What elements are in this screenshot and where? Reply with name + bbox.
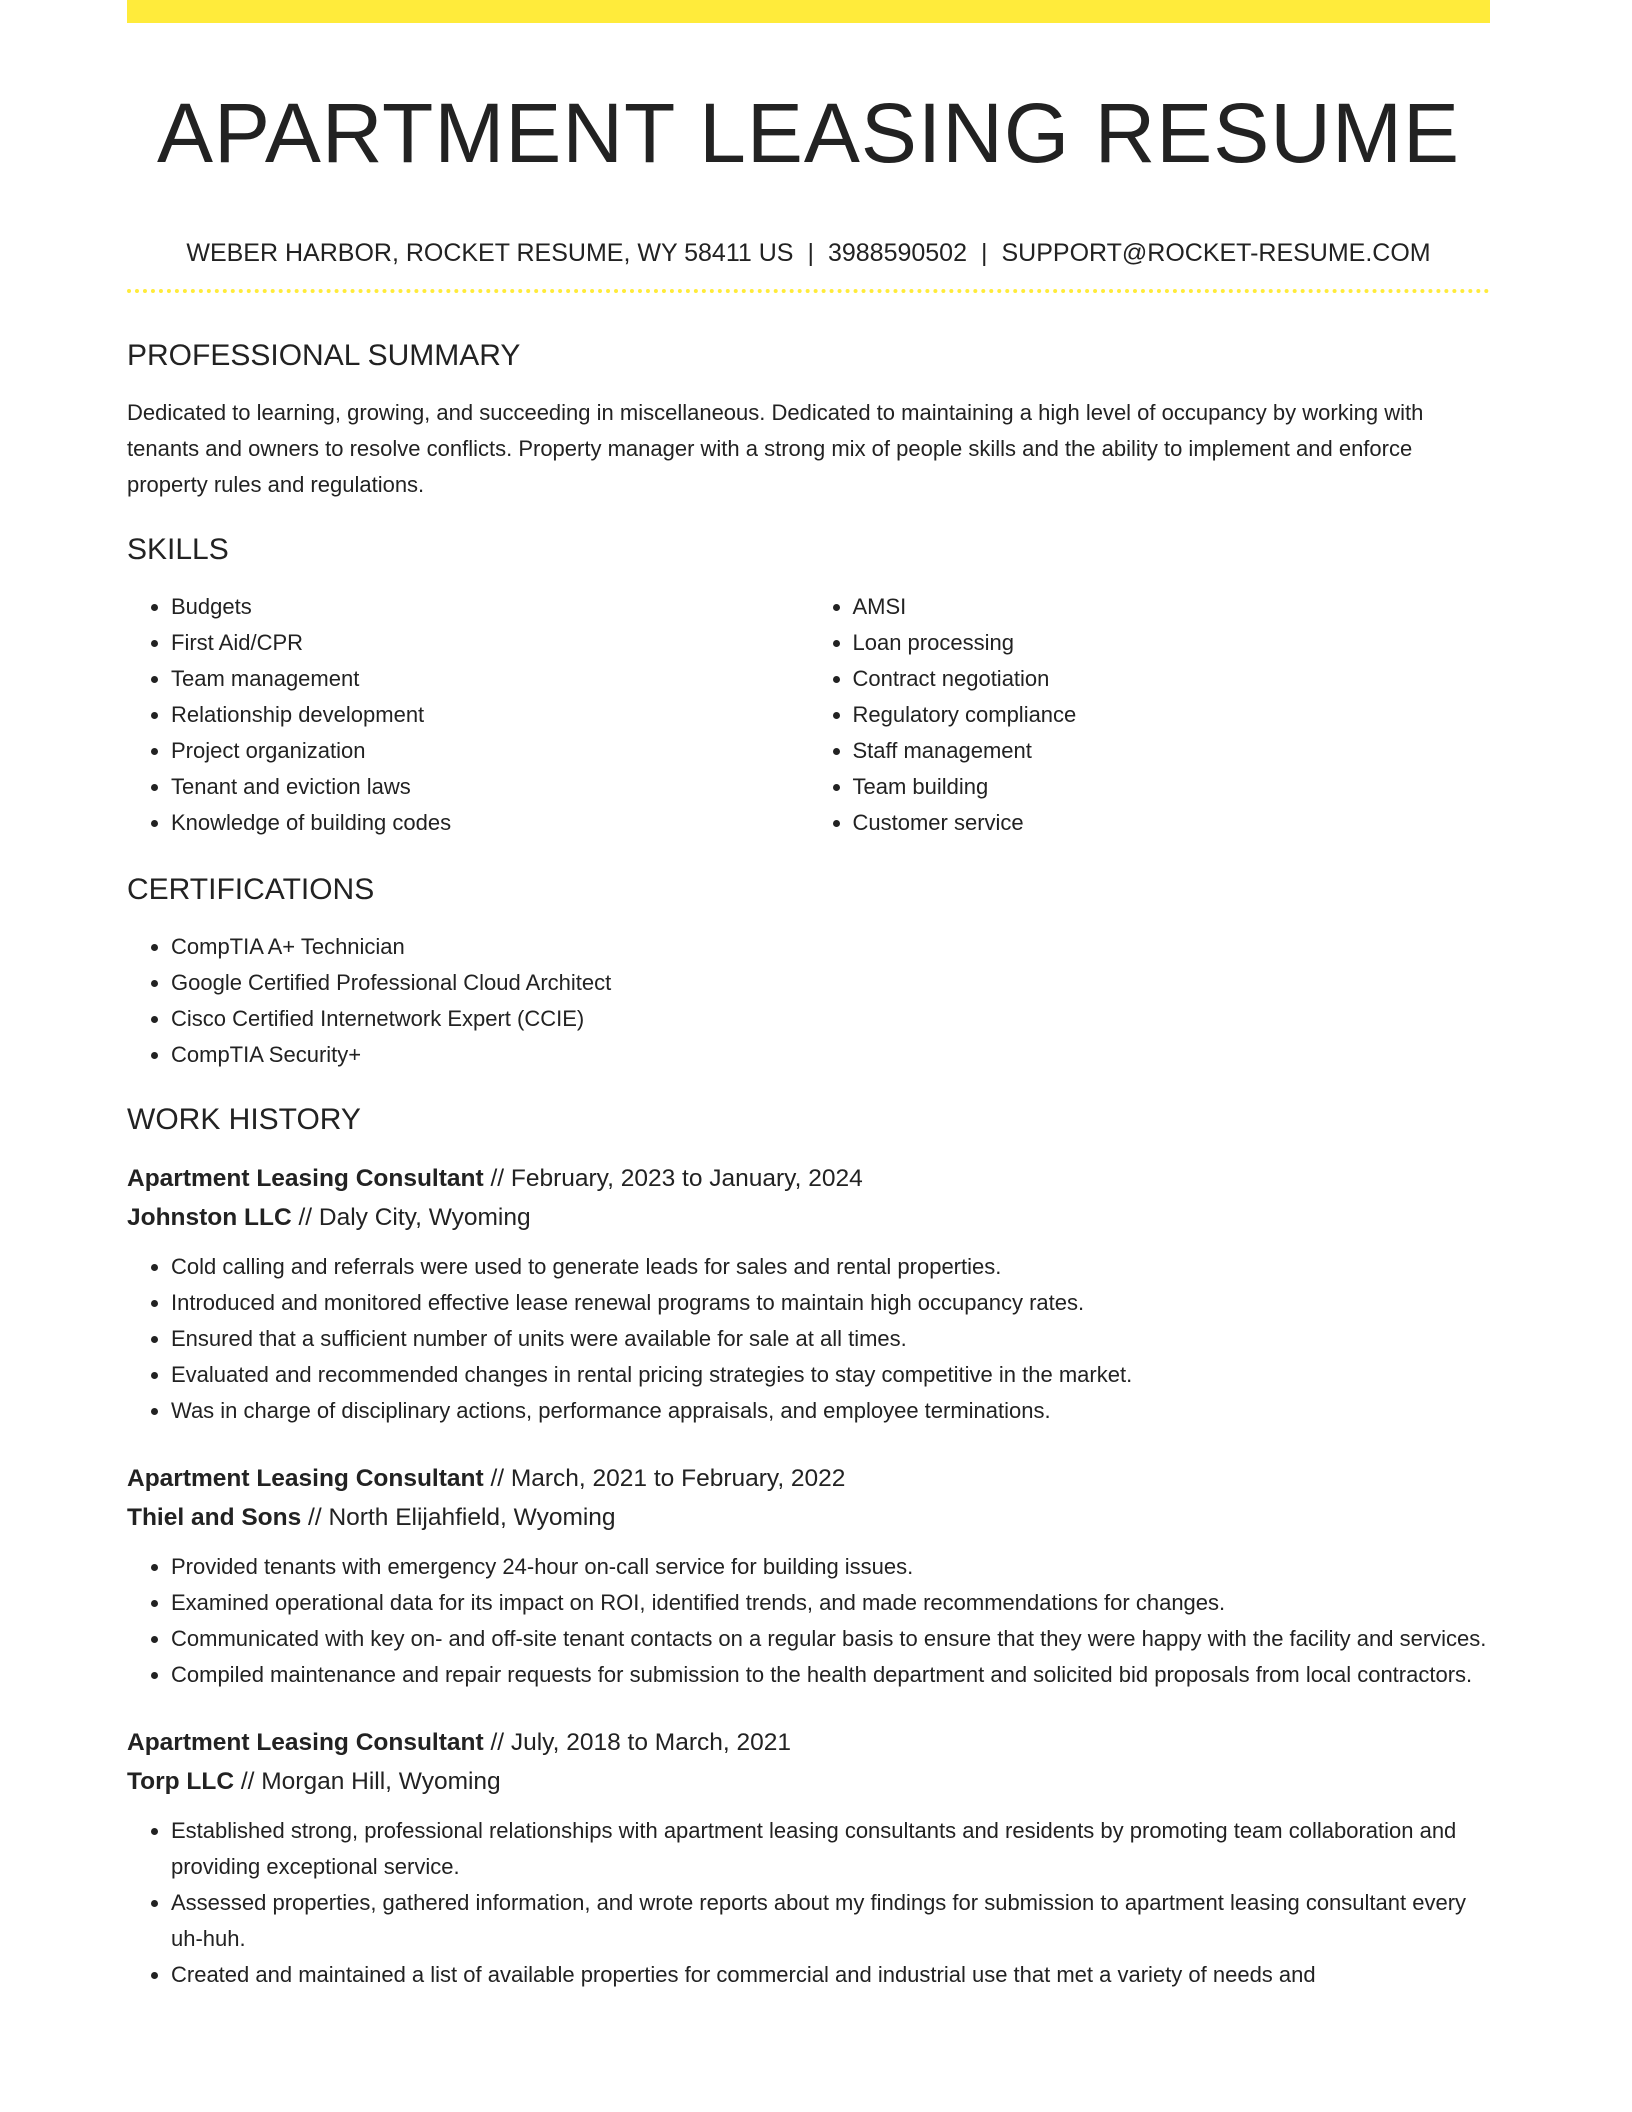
job-bullets bbox=[127, 1813, 1490, 1993]
skill-item: • Relationship development bbox=[171, 697, 809, 733]
skill-item: • Staff management bbox=[853, 733, 1491, 769]
skill-item: • Team management bbox=[171, 661, 809, 697]
job-bullet: • Ensured that a sufficient number of units were available for sale at all times. bbox=[171, 1321, 1490, 1357]
summary-heading: PROFESSIONAL SUMMARY bbox=[127, 339, 521, 372]
certification-item: • Google Certified Professional Cloud Architect bbox=[171, 965, 1490, 1001]
job-title: Apartment Leasing Consultant bbox=[127, 1165, 484, 1192]
certifications-list bbox=[127, 929, 1490, 1073]
work-history-section bbox=[127, 1101, 1490, 1993]
skill-item: • Regulatory compliance bbox=[853, 697, 1491, 733]
job-bullet: • Assessed properties, gathered information, and wrote reports about my findings for submission to apartment leasing consultant every uh-huh. bbox=[171, 1885, 1490, 1957]
job-title: Apartment Leasing Consultant bbox=[127, 1465, 484, 1492]
summary-text: Dedicated to learning, growing, and succeeding in miscellaneous. Dedicated to maintaining a high level of occupancy by working with tenants and owners to resolve conflicts. Property manager with a strong mix of people skills and the ability to implement and enforce property rules and regulations. bbox=[127, 400, 1424, 497]
job-bullet: • Was in charge of disciplinary actions, performance appraisals, and employee terminations. bbox=[171, 1393, 1490, 1429]
certifications-section bbox=[127, 871, 1490, 1073]
job-dates: // February, 2023 to January, 2024 bbox=[483, 1165, 863, 1192]
skills-section bbox=[127, 531, 1490, 841]
certification-item: • CompTIA Security+ bbox=[171, 1037, 1490, 1073]
job-bullet: • Examined operational data for its impact on ROI, identified trends, and made recommendations for changes. bbox=[171, 1585, 1490, 1621]
job-bullet: • Communicated with key on- and off-site tenant contacts on a regular basis to ensure that they were happy with the facility and services. bbox=[171, 1621, 1490, 1657]
summary-section bbox=[127, 337, 1490, 503]
skill-item: • Customer service bbox=[853, 805, 1491, 841]
skills-list-left bbox=[127, 589, 809, 841]
skill-item: • Budgets bbox=[171, 589, 809, 625]
skill-item: • Project organization bbox=[171, 733, 809, 769]
job-company-line bbox=[127, 1498, 1490, 1537]
job-dates: // July, 2018 to March, 2021 bbox=[483, 1729, 791, 1756]
job-bullet: • Established strong, professional relationships with apartment leasing consultants and residents by promoting team collaboration and providing exceptional service. bbox=[171, 1813, 1490, 1885]
skill-item: • Team building bbox=[853, 769, 1491, 805]
job-company: Torp LLC bbox=[127, 1768, 235, 1795]
job-title-line bbox=[127, 1459, 1490, 1498]
job-bullet: • Introduced and monitored effective lease renewal programs to maintain high occupancy rates. bbox=[171, 1285, 1490, 1321]
job-company: Thiel and Sons bbox=[127, 1504, 302, 1531]
job-bullet: • Created and maintained a list of available properties for commercial and industrial use that met a variety of needs and bbox=[171, 1957, 1490, 1993]
certification-item: • Cisco Certified Internetwork Expert (CCIE) bbox=[171, 1001, 1490, 1037]
skill-item: • Knowledge of building codes bbox=[171, 805, 809, 841]
contact-address: WEBER HARBOR, ROCKET RESUME, WY 58411 US bbox=[186, 239, 794, 267]
job-bullet: • Cold calling and referrals were used to generate leads for sales and rental properties. bbox=[171, 1249, 1490, 1285]
job-location: // Morgan Hill, Wyoming bbox=[234, 1768, 501, 1795]
job-company-line bbox=[127, 1762, 1490, 1801]
contact-line bbox=[127, 237, 1490, 269]
contact-separator: | bbox=[807, 239, 814, 267]
skill-item: • Loan processing bbox=[853, 625, 1491, 661]
job-title-line bbox=[127, 1723, 1490, 1762]
job-bullet: • Compiled maintenance and repair requests for submission to the health department and solicited bid proposals from local contractors. bbox=[171, 1657, 1490, 1693]
skill-item: • First Aid/CPR bbox=[171, 625, 809, 661]
job-company-line bbox=[127, 1198, 1490, 1237]
work-history-heading: WORK HISTORY bbox=[127, 1103, 361, 1136]
job-title: Apartment Leasing Consultant bbox=[127, 1729, 484, 1756]
skill-item: • Tenant and eviction laws bbox=[171, 769, 809, 805]
skills-heading: SKILLS bbox=[127, 533, 229, 566]
job-entry bbox=[127, 1159, 1490, 1429]
jobs-list bbox=[127, 1159, 1490, 1993]
job-location: // North Elijahfield, Wyoming bbox=[301, 1504, 616, 1531]
job-location: // Daly City, Wyoming bbox=[291, 1204, 531, 1231]
skill-item: • AMSI bbox=[853, 589, 1491, 625]
job-bullets bbox=[127, 1249, 1490, 1429]
accent-top-bar bbox=[127, 0, 1490, 23]
job-dates: // March, 2021 to February, 2022 bbox=[483, 1465, 846, 1492]
job-title-line bbox=[127, 1159, 1490, 1198]
skills-list-right bbox=[809, 589, 1491, 841]
resume-content bbox=[127, 23, 1490, 1993]
job-entry bbox=[127, 1459, 1490, 1693]
contact-email[interactable]: SUPPORT@ROCKET-RESUME.COM bbox=[1001, 239, 1431, 267]
skills-grid bbox=[127, 589, 1490, 841]
certification-item: • CompTIA A+ Technician bbox=[171, 929, 1490, 965]
job-company: Johnston LLC bbox=[127, 1204, 292, 1231]
contact-phone[interactable]: 3988590502 bbox=[827, 239, 967, 267]
dotted-divider bbox=[127, 289, 1490, 293]
job-entry bbox=[127, 1723, 1490, 1993]
skill-item: • Contract negotiation bbox=[853, 661, 1491, 697]
resume-title: APARTMENT LEASING RESUME bbox=[157, 86, 1460, 180]
certifications-heading: CERTIFICATIONS bbox=[127, 873, 375, 906]
job-bullets bbox=[127, 1549, 1490, 1693]
contact-separator: | bbox=[981, 239, 988, 267]
job-bullet: • Provided tenants with emergency 24-hour on-call service for building issues. bbox=[171, 1549, 1490, 1585]
job-bullet: • Evaluated and recommended changes in rental pricing strategies to stay competitive in the market. bbox=[171, 1357, 1490, 1393]
